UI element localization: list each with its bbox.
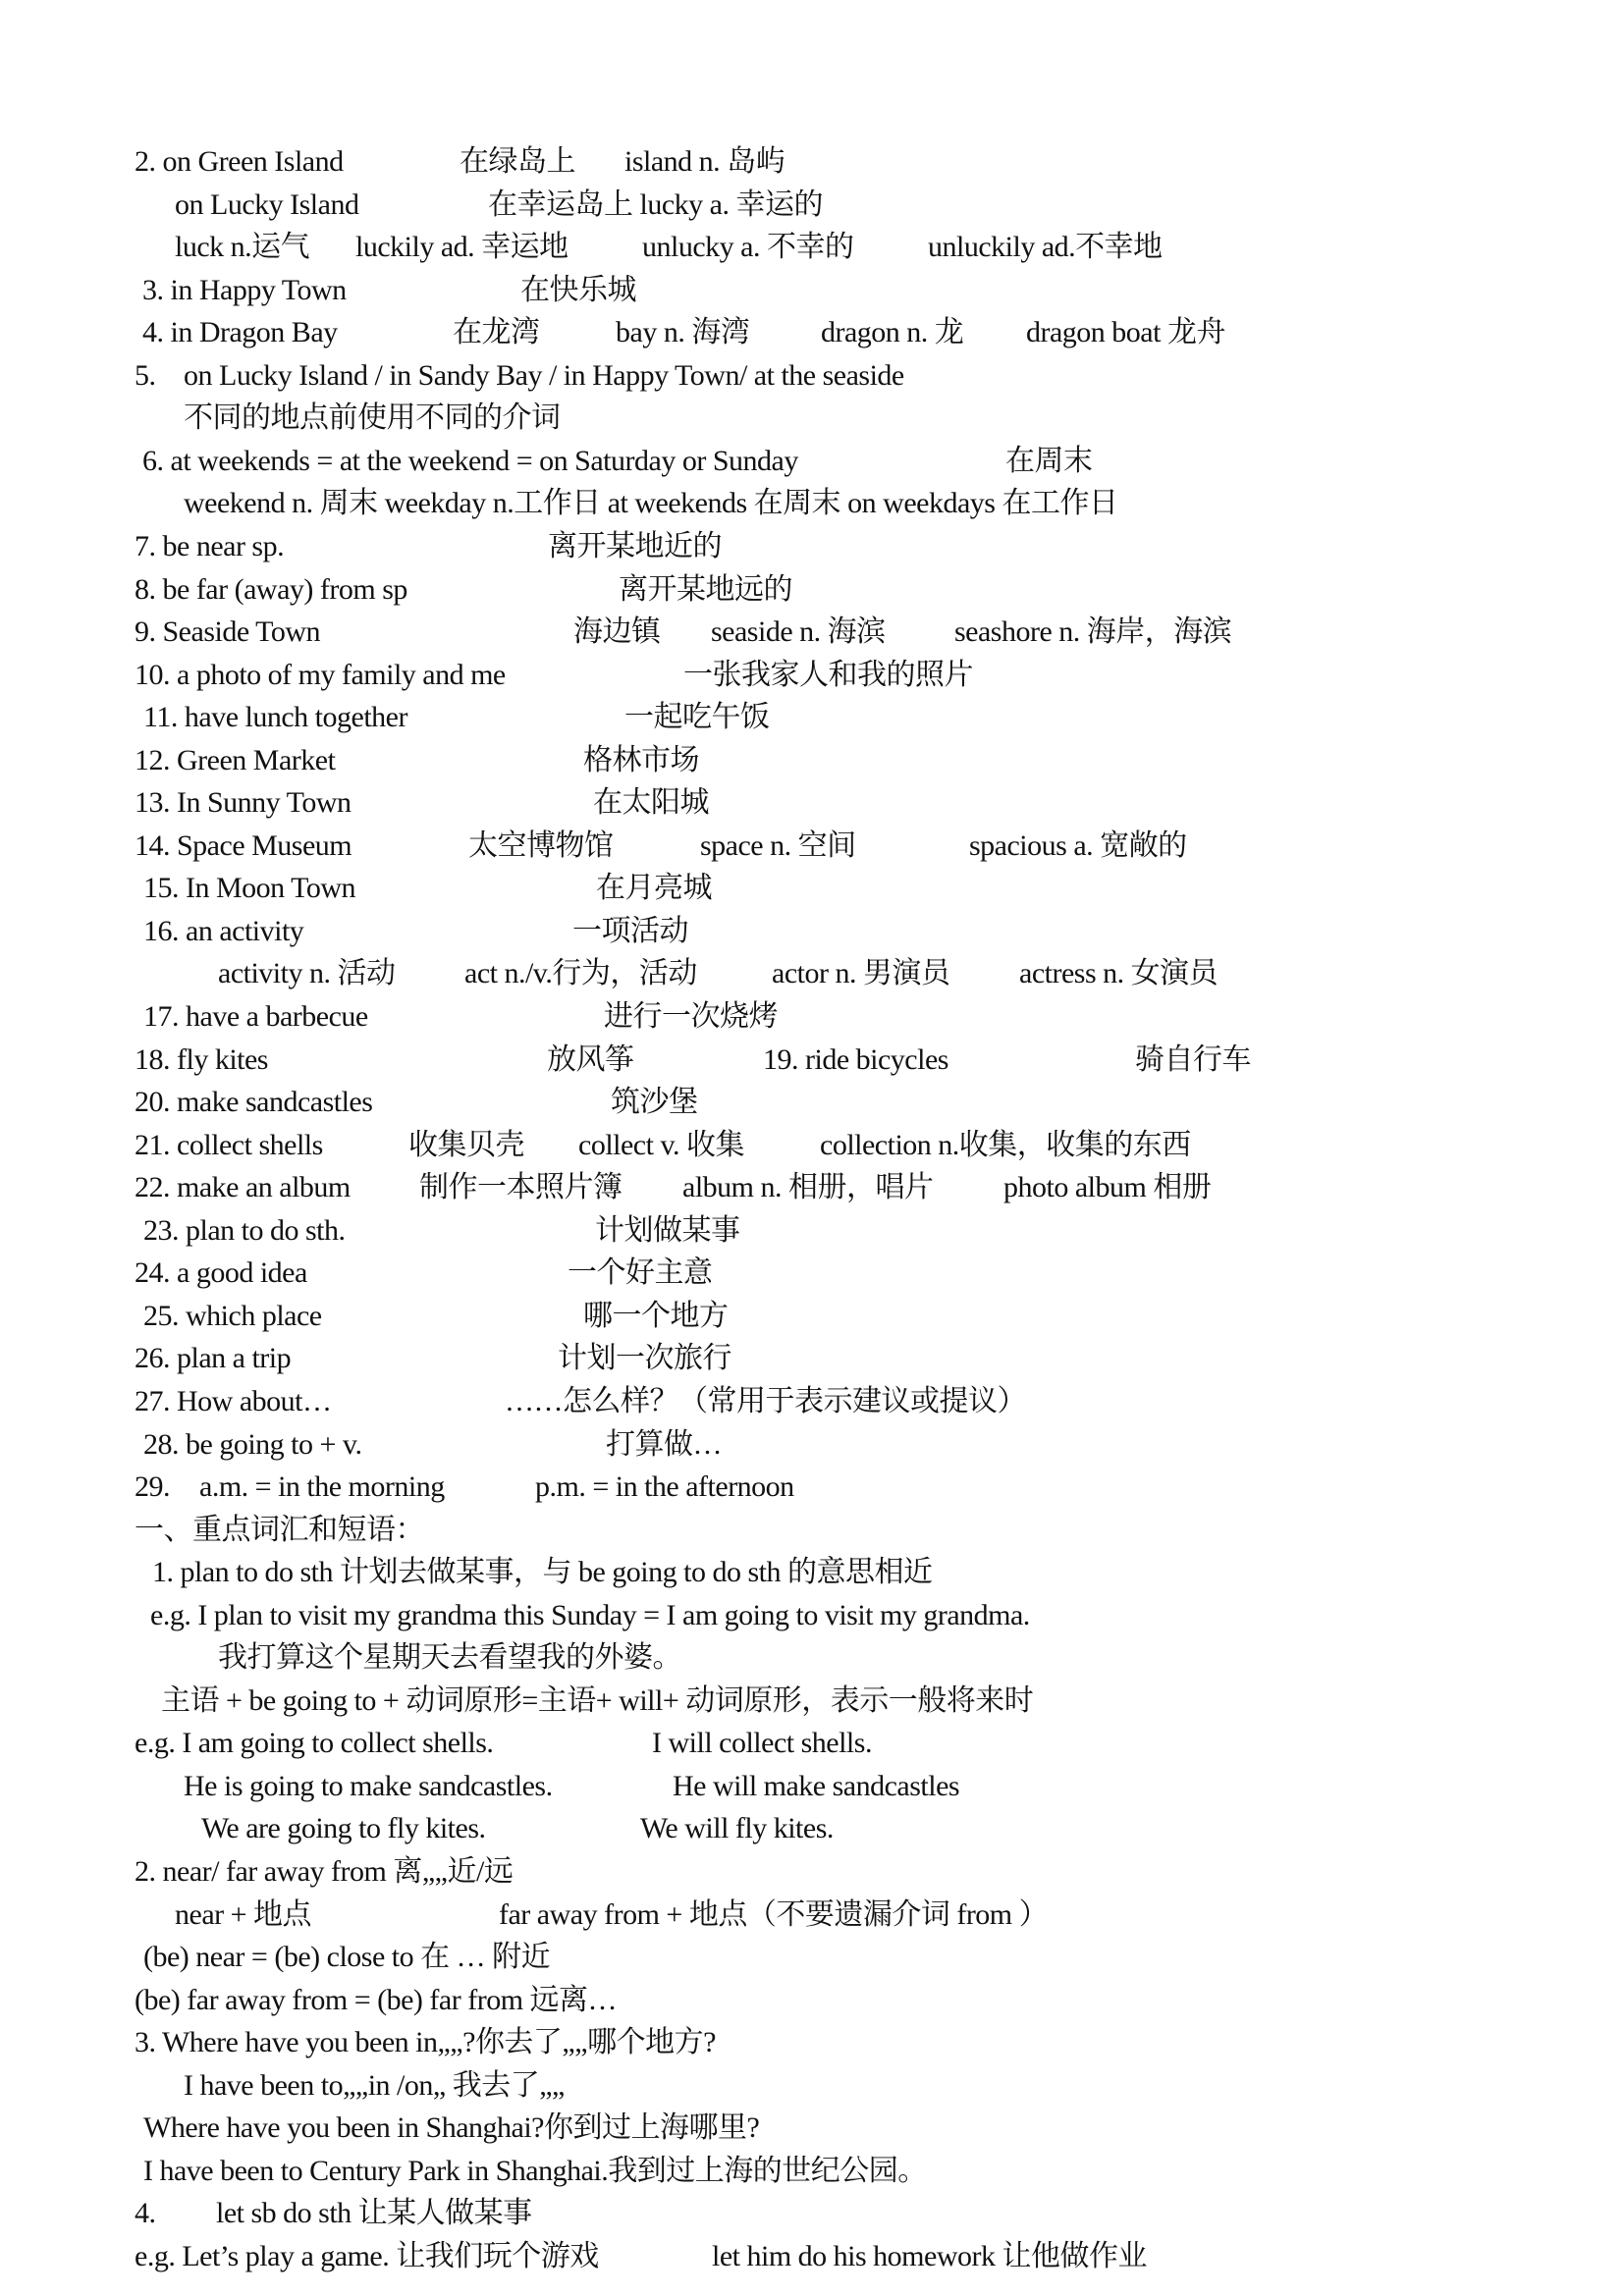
text-segment: 2. near/ far away from 离„„近/远 (135, 1855, 514, 1888)
text-line (0, 1680, 1624, 1723)
text-segment: 一项活动 (572, 914, 688, 947)
text-segment: 4. in Dragon Bay (142, 316, 338, 349)
text-segment: 18. fly kites (135, 1042, 268, 1076)
text-line (0, 910, 1624, 953)
text-line (0, 1466, 1624, 1509)
text-segment: 8. be far (away) from sp (135, 572, 407, 606)
text-segment: Where have you been in Shanghai?你到过上海哪里? (143, 2111, 760, 2145)
text-segment: 3. Where have you been in„„?你去了„„哪个地方? (135, 2026, 716, 2059)
text-segment: 13. In Sunny Town (135, 786, 352, 820)
text-segment: We will fly kites. (640, 1812, 834, 1845)
text-segment: let him do his homework 让他做作业 (712, 2239, 1147, 2272)
text-segment: 筑沙堡 (611, 1086, 698, 1119)
text-segment: activity n. 活动 (218, 957, 396, 990)
text-segment: We are going to fly kites. (201, 1812, 486, 1845)
text-segment: p.m. = in the afternoon (535, 1470, 794, 1504)
text-segment: 25. which place (143, 1299, 322, 1332)
text-line (0, 739, 1624, 782)
text-line (0, 311, 1624, 354)
text-segment: 27. How about… (135, 1384, 332, 1417)
text-segment: album n. 相册，唱片 (682, 1171, 934, 1204)
text-line (0, 611, 1624, 654)
text-segment: 一个好主意 (568, 1256, 713, 1290)
text-line (0, 1039, 1624, 1082)
text-segment: dragon boat 龙舟 (1026, 316, 1225, 349)
text-line (0, 1551, 1624, 1594)
text-segment: 5. (135, 358, 156, 392)
text-line (0, 140, 1624, 184)
text-segment: 26. plan a trip (135, 1342, 292, 1375)
text-segment: 进行一次烧烤 (604, 1000, 778, 1033)
text-segment: 计划一次旅行 (558, 1342, 731, 1375)
text-segment: 在快乐城 (520, 273, 636, 306)
text-segment: e.g. I am going to collect shells. (135, 1727, 494, 1760)
text-segment: 主语 + be going to + 动词原形=主语+ will+ 动词原形，表示一般将来时 (161, 1683, 1034, 1717)
text-segment: 9. Seaside Town (135, 615, 320, 649)
text-segment: seashore n. 海岸，海滨 (954, 615, 1232, 649)
text-segment: actress n. 女演员 (1019, 957, 1218, 990)
text-line (0, 1894, 1624, 1937)
text-line (0, 825, 1624, 868)
text-line (0, 525, 1624, 568)
text-segment: bay n. 海湾 (616, 316, 750, 349)
text-segment: unlucky a. 不幸的 (642, 231, 854, 264)
text-line (0, 781, 1624, 825)
text-line (0, 226, 1624, 269)
text-segment: far away from + 地点（不要遗漏介词 from ） (499, 1897, 1049, 1931)
text-line (0, 867, 1624, 910)
text-segment: e.g. I plan to visit my grandma this Sunday = I am going to visit my grandma. (150, 1598, 1030, 1631)
text-segment: 一、重点词汇和短语： (135, 1513, 424, 1546)
text-line (0, 696, 1624, 739)
text-segment: on Lucky Island (175, 187, 359, 221)
text-line (0, 440, 1624, 483)
text-segment: 太空博物馆 (468, 828, 614, 862)
text-segment: 24. a good idea (135, 1256, 307, 1290)
text-segment: 21. collect shells (135, 1128, 323, 1161)
text-segment: 在太阳城 (593, 786, 709, 820)
text-line (0, 654, 1624, 697)
text-segment: 计划做某事 (595, 1213, 740, 1247)
text-segment: 6. at weekends = at the weekend = on Saturday or Sunday (142, 444, 798, 477)
text-segment: 制作一本照片簿 (419, 1171, 623, 1204)
text-line (0, 1423, 1624, 1467)
text-line (0, 1252, 1624, 1295)
text-segment: 格林市场 (583, 743, 699, 776)
text-segment: 20. make sandcastles (135, 1086, 373, 1119)
text-segment: seaside n. 海滨 (711, 615, 886, 649)
text-segment: 在绿岛上 (460, 145, 575, 178)
text-line (0, 568, 1624, 612)
text-line (0, 1166, 1624, 1209)
text-segment: 2. on Green Island (135, 145, 344, 178)
text-line (0, 1337, 1624, 1380)
text-segment: 17. have a barbecue (143, 1000, 368, 1033)
text-segment: unluckily ad.不幸地 (928, 231, 1163, 264)
text-segment: 一起吃午饭 (624, 701, 770, 734)
text-line (0, 1722, 1624, 1765)
text-segment: collection n.收集，收集的东西 (820, 1128, 1191, 1161)
text-line (0, 1295, 1624, 1338)
text-segment: 我打算这个星期天去看望我的外婆。 (218, 1641, 681, 1675)
text-segment: near + 地点 (175, 1897, 312, 1931)
text-segment: 16. an activity (143, 914, 304, 947)
text-line (0, 1807, 1624, 1850)
text-segment: 23. plan to do sth. (143, 1213, 346, 1247)
text-segment: act n./v.行为，活动 (464, 957, 697, 990)
text-line (0, 1636, 1624, 1680)
text-segment: luck n.运气 (175, 231, 310, 264)
text-segment: 在周末 (1005, 444, 1093, 477)
text-line (0, 1765, 1624, 1808)
text-line (0, 952, 1624, 995)
text-line (0, 1380, 1624, 1423)
text-segment: collect v. 收集 (578, 1128, 745, 1161)
text-line (0, 1594, 1624, 1637)
text-segment: on Lucky Island / in Sandy Bay / in Happy Town/ at the seaside (184, 358, 904, 392)
text-segment: I will collect shells. (652, 1727, 872, 1760)
text-segment: space n. 空间 (700, 828, 856, 862)
text-segment: weekend n. 周末 weekday n.工作日 at weekends 在周末 on weekdays 在工作日 (184, 487, 1118, 520)
text-segment: I have been to Century Park in Shanghai.我到过上海的世纪公园。 (143, 2154, 927, 2187)
text-line (0, 1850, 1624, 1894)
text-segment: 10. a photo of my family and me (135, 658, 506, 691)
text-segment: (be) near = (be) close to 在 … 附近 (143, 1941, 551, 1974)
text-line (0, 2192, 1624, 2235)
text-segment: 22. make an album (135, 1171, 351, 1204)
text-segment: 3. in Happy Town (142, 273, 347, 306)
text-segment: 离开某地近的 (548, 529, 722, 562)
text-line (0, 1509, 1624, 1552)
text-line (0, 1936, 1624, 1979)
text-segment: 海边镇 (573, 615, 661, 649)
text-segment: 打算做… (606, 1427, 722, 1461)
text-segment: e.g. Let’s play a game. 让我们玩个游戏 (135, 2239, 599, 2272)
text-segment: 不同的地点前使用不同的介词 (184, 401, 561, 435)
text-segment: 4. (135, 2197, 156, 2230)
text-segment: actor n. 男演员 (772, 957, 950, 990)
text-segment: 在龙湾 (453, 316, 540, 349)
text-line (0, 1979, 1624, 2022)
text-segment: spacious a. 宽敞的 (969, 828, 1187, 862)
text-segment: let sb do sth 让某人做某事 (216, 2197, 532, 2230)
text-segment: (be) far away from = (be) far from 远离… (135, 1983, 618, 2016)
text-line (0, 354, 1624, 398)
text-segment: 在幸运岛上 lucky a. 幸运的 (488, 187, 823, 221)
text-segment: 骑自行车 (1135, 1042, 1251, 1076)
text-segment: 离开某地远的 (619, 572, 792, 606)
text-line (0, 2021, 1624, 2064)
text-line (0, 184, 1624, 227)
text-line (0, 1124, 1624, 1167)
text-line (0, 2150, 1624, 2193)
text-segment: photo album 相册 (1003, 1171, 1212, 1204)
text-segment: 11. have lunch together (143, 701, 407, 734)
text-segment: He is going to make sandcastles. (184, 1769, 553, 1802)
text-segment: 放风筝 (547, 1042, 634, 1076)
text-segment: 1. plan to do sth 计划去做某事，与 be going to do sth 的意思相近 (152, 1556, 933, 1589)
text-segment: 14. Space Museum (135, 828, 352, 862)
text-segment: 15. In Moon Town (143, 872, 356, 905)
text-segment: 一张我家人和我的照片 (683, 658, 973, 691)
text-segment: 28. be going to + v. (143, 1427, 362, 1461)
text-segment: 收集贝壳 (408, 1128, 524, 1161)
text-segment: 12. Green Market (135, 743, 336, 776)
text-segment: He will make sandcastles (673, 1769, 960, 1802)
text-line (0, 2235, 1624, 2278)
text-segment: dragon n. 龙 (821, 316, 964, 349)
text-segment: 在月亮城 (596, 872, 712, 905)
text-line (0, 269, 1624, 312)
text-segment: 7. be near sp. (135, 529, 285, 562)
text-segment: luckily ad. 幸运地 (355, 231, 568, 264)
text-segment: 哪一个地方 (583, 1299, 729, 1332)
text-segment: 19. ride bicycles (763, 1042, 948, 1076)
text-line (0, 482, 1624, 525)
text-line (0, 1081, 1624, 1124)
text-segment: a.m. = in the morning (199, 1470, 445, 1504)
text-line (0, 2064, 1624, 2108)
text-segment: I have been to„„in /on„ 我去了„„ (184, 2068, 565, 2102)
text-line (0, 1209, 1624, 1253)
text-segment: ……怎么样？（常用于表示建议或提议） (505, 1384, 1026, 1417)
text-line (0, 995, 1624, 1039)
text-line (0, 2107, 1624, 2150)
text-line (0, 397, 1624, 440)
text-segment: 29. (135, 1470, 170, 1504)
text-segment: island n. 岛屿 (624, 145, 785, 178)
